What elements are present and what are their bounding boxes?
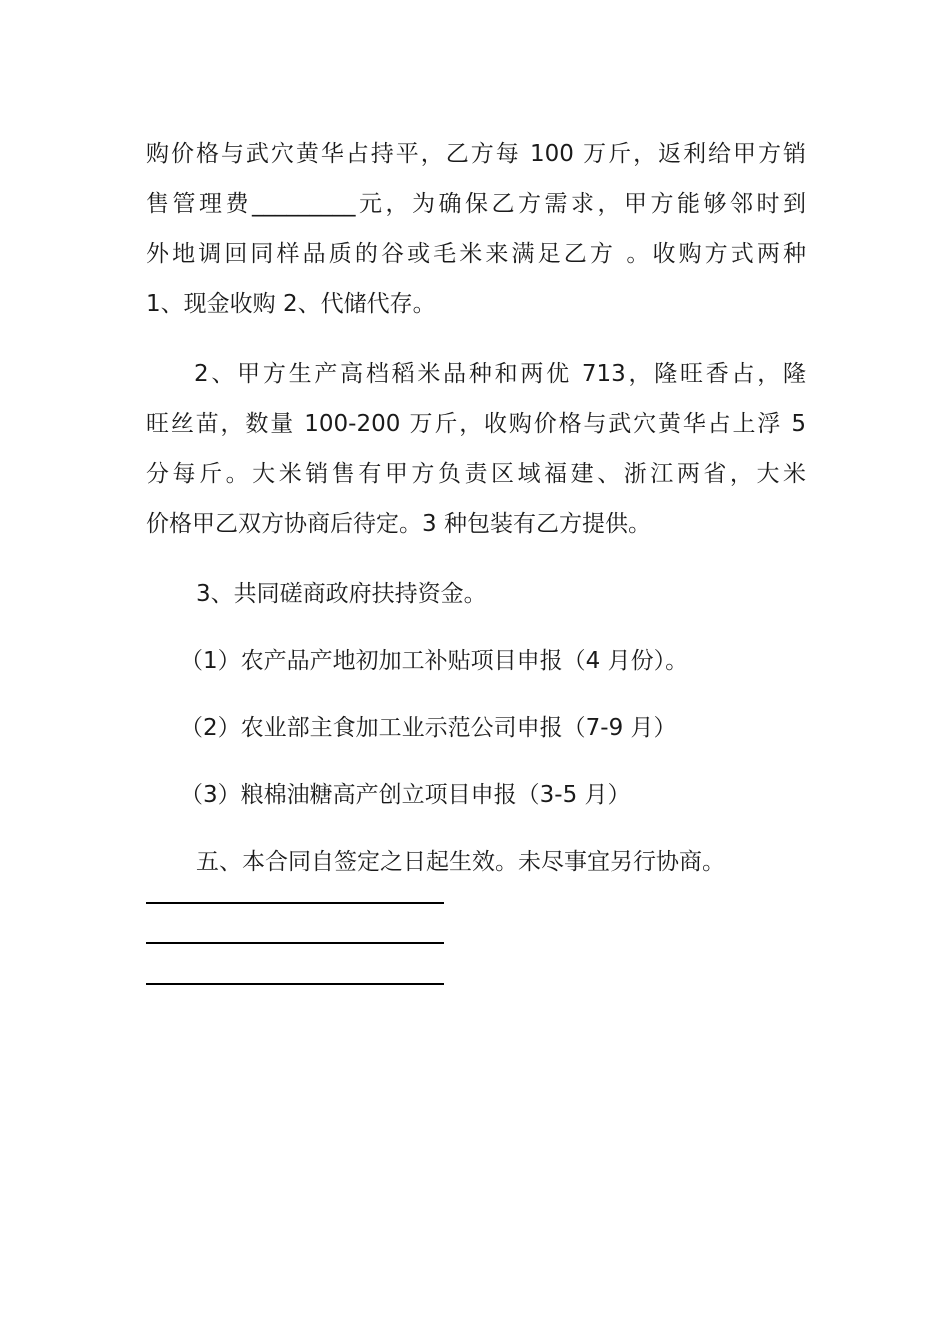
text-line: 外地调回同样品质的谷或毛米来满足乙方 。收购方式两种 [146, 241, 806, 267]
text-line: 1、现金收购 2、代储代存。 [146, 291, 436, 317]
paragraph-spacer [146, 686, 806, 703]
paragraph-spacer [146, 329, 806, 349]
list-item: （3）粮棉油糖高产创立项目申报（3-5 月） [180, 782, 631, 808]
paragraph-spacer [146, 820, 806, 837]
signature-line [146, 942, 444, 944]
paragraph-effective-clause: 五、本合同自签定之日起生效。未尽事宜另行协商。 [196, 849, 725, 875]
paragraph-spacer [146, 619, 806, 636]
signature-line [146, 902, 444, 904]
text-line: 价格甲乙双方协商后待定。3 种包装有乙方提供。 [146, 511, 651, 537]
list-item: （1）农产品产地初加工补贴项目申报（4 月份）。 [180, 648, 689, 674]
text-line: 旺丝苗，数量 100-200 万斤，收购价格与武穴黄华占上浮 5 [146, 411, 806, 437]
paragraph-government-funding: 3、共同磋商政府扶持资金。 [196, 581, 487, 607]
text-line: 分每斤。大米销售有甲方负责区域福建、浙江两省，大米 [146, 461, 806, 487]
paragraph-rice-varieties [146, 349, 806, 549]
document-body [146, 129, 806, 887]
list-item: （2）农业部主食加工业示范公司申报（7-9 月） [180, 715, 677, 741]
paragraph-pricing [146, 129, 806, 329]
text-line: 2、甲方生产高档稻米品种和两优 713，隆旺香占，隆 [194, 361, 806, 387]
signature-line [146, 983, 444, 985]
paragraph-spacer [146, 549, 806, 569]
text-line: 售管理费_________元，为确保乙方需求，甲方能够邻时到 [146, 191, 806, 217]
paragraph-spacer [146, 753, 806, 770]
text-line: 购价格与武穴黄华占持平，乙方每 100 万斤，返利给甲方销 [146, 141, 806, 167]
